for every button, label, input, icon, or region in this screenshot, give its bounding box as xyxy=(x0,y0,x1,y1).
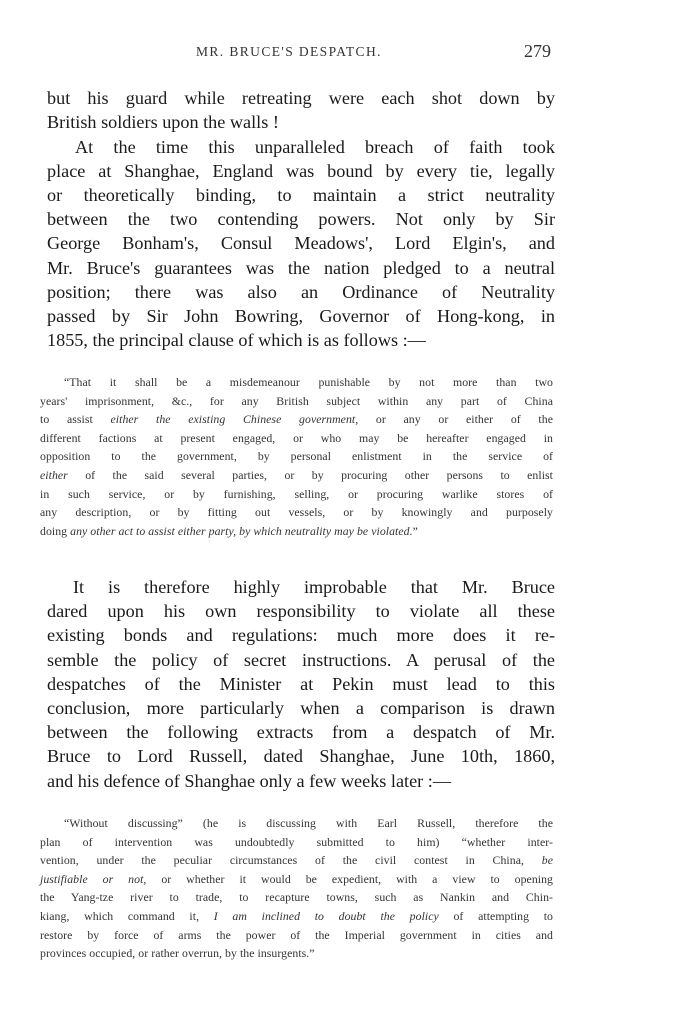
text-line: place at Shanghae, England was bound by every tie, legally xyxy=(47,160,555,181)
text-line: Mr. Bruce's guarantees was the nation pledged to a neutral xyxy=(47,257,555,278)
text-line: existing bonds and regulations: much more does it re- xyxy=(47,625,555,646)
text-line: despatches of the Minister at Pekin must lead to this xyxy=(47,673,555,694)
text-line: conclusion, more particularly when a comparison is drawn xyxy=(47,698,555,719)
page-header xyxy=(0,41,678,68)
quote-line: provinces occupied, or rather overrun, by the insurgents.” xyxy=(40,946,315,961)
quote-line: justifiable or not, or whether it would be expedient, with a view to opening xyxy=(40,871,553,886)
quote-line: doing any other act to assist either party, by which neutrality may be violated.” xyxy=(40,523,418,538)
text-line: Bruce to Lord Russell, dated Shanghae, June 10th, 1860, xyxy=(47,746,555,767)
text-line: passed by Sir John Bowring, Governor of Hong-kong, in xyxy=(47,305,555,326)
text-line: semble the policy of secret instructions. A perusal of the xyxy=(47,649,555,670)
text-line: but his guard while retreating were each shot down by xyxy=(47,88,555,108)
quote-line: kiang, which command it, I am inclined to doubt the policy of attempting to xyxy=(40,908,553,923)
text-line: 1855, the principal clause of which is as follows :— xyxy=(47,330,426,351)
quote-line: in such service, or by furnishing, selling, or procuring warlike stores of xyxy=(40,486,553,501)
quote-line: the Yang-tze river to trade, to recapture towns, such as Nankin and Chin- xyxy=(40,890,553,905)
quote-line: “That it shall be a misdemeanour punishable by not more than two xyxy=(64,375,553,389)
text-line: or theoretically binding, to maintain a strict neutrality xyxy=(47,184,555,205)
quote-line: vention, under the peculiar circumstances of the civil contest in China, be xyxy=(40,853,553,868)
paragraph-continuation xyxy=(47,86,555,134)
text-line: British soldiers upon the walls ! xyxy=(47,112,279,133)
text-line: At the time this unparalleled breach of faith took xyxy=(75,136,555,157)
text-line: between the following extracts from a despatch of Mr. xyxy=(47,722,555,743)
quote-line: “Without discussing” (he is discussing with Earl Russell, therefore the xyxy=(64,816,553,830)
text-line: It is therefore highly improbable that Mr. Bruce xyxy=(73,577,555,597)
paragraph-neutrality xyxy=(47,135,555,353)
quote-line: opposition to the government, by personal enlistment in the service of xyxy=(40,449,553,464)
quote-line: any description, or by fitting out vessels, or by knowingly and purposely xyxy=(40,505,553,520)
quote-line: restore by force of arms the power of the Imperial government in cities and xyxy=(40,927,553,942)
running-head: MR. BRUCE'S DESPATCH. xyxy=(196,44,382,59)
paragraph-improbable xyxy=(47,575,555,793)
text-line: dared upon his own responsibility to violate all these xyxy=(47,601,555,622)
quote-line: either of the said several parties, or by procuring other persons to enlist xyxy=(40,467,553,482)
quote-line: to assist either the existing Chinese government, or any or either of the xyxy=(40,412,553,427)
text-line: between the two contending powers. Not only by Sir xyxy=(47,209,555,230)
text-line: and his defence of Shanghae only a few weeks later :— xyxy=(47,770,452,791)
quoted-ordinance xyxy=(40,373,553,540)
quote-line: years' imprisonment, &c., for any British subject within any part of China xyxy=(40,393,553,408)
text-line: position; there was also an Ordinance of Neutrality xyxy=(47,281,555,302)
quote-line: different factions at present engaged, or who may be hereafter engaged in xyxy=(40,430,553,445)
quote-line: plan of intervention was undoubtedly submitted to him) “whether inter- xyxy=(40,834,553,849)
quoted-despatch xyxy=(40,814,553,963)
text-line: George Bonham's, Consul Meadows', Lord Elgin's, and xyxy=(47,233,555,254)
page-number: 279 xyxy=(524,41,551,61)
